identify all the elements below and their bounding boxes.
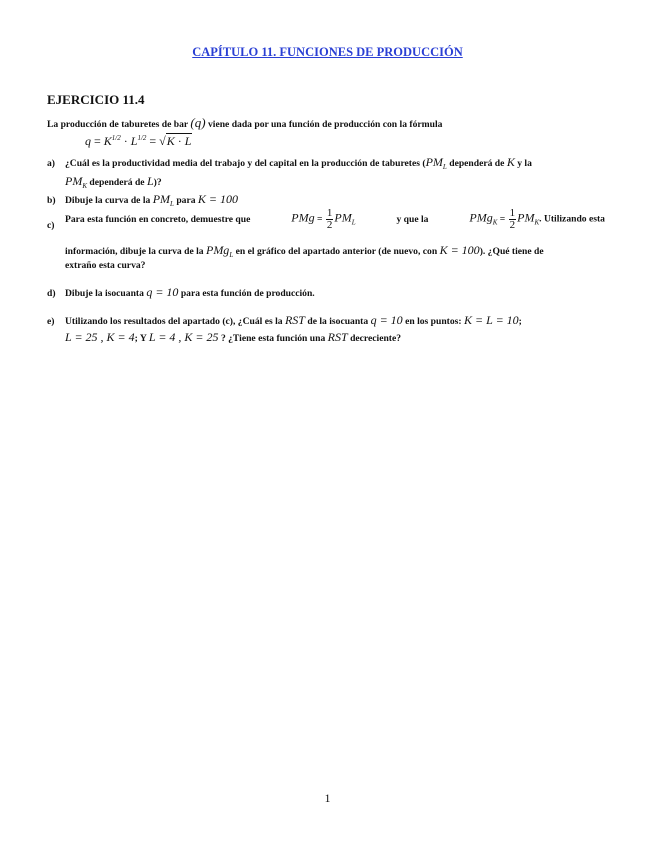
fraction-half: $\frac{1}{2}$ [509,207,516,231]
part-a-label: a) [47,158,55,169]
intro-line [47,115,442,131]
part-d-label: d) [47,288,56,299]
intro-var: (q) [190,115,206,130]
part-c-line3: extraño esta curva? [65,260,146,271]
part-e-line1: Utilizando los resultados del apartado (c), ¿Cuál es la RST de la isocuanta q = 10 en los puntos: K = L = 10; [65,313,522,327]
part-c-line1: Para esta función en concreto, demuestre que PMg = $\frac{1}{2}$ $PM_L$ y que la PMg$_K$ = $\frac{1}{2}$ $PM_K$. Utilizando esta [65,207,605,231]
chapter-title: CAPÍTULO 11. FUNCIONES DE PRODUCCIÓN [192,45,463,59]
part-c-label: c) [47,220,55,231]
fraction-half: $\frac{1}{2}$ [326,207,333,231]
page-number: 1 [324,791,331,805]
part-c-line2: información, dibuje la curva de la PMg$_L$ en el gráfico del apartado anterior (de nuevo, con K = 100). ¿Qué tiene de [65,243,544,259]
intro-text2: viene dada por una función de producción con la fórmula [207,119,443,130]
part-d-line: Dibuje la isocuanta q = 10 para esta función de producción. [65,285,315,299]
intro-text: La producción de taburetes de bar [47,119,188,130]
part-e-label: e) [47,316,55,327]
part-e-line2: L = 25 , K = 4; Y L = 4 , K = 25 ? ¿Tiene esta función una RST decreciente? [65,330,402,344]
exercise-title: EJERCICIO 11.4 [47,92,145,107]
part-a-line1: ¿Cuál es la productividad media del trabajo y del capital en la producción de taburetes ($PM_L$ dependerá de K y la [65,155,532,171]
part-b-label: b) [47,195,56,206]
part-b-line: Dibuje la curva de la $PM_L$ para K = 100 [65,192,239,208]
production-formula: $q = K^{1/2} \cdot L^{1/2} = √K \cdot L$ [85,134,192,148]
part-a-line2: $PM_K$ dependerá de L)? [65,174,162,190]
